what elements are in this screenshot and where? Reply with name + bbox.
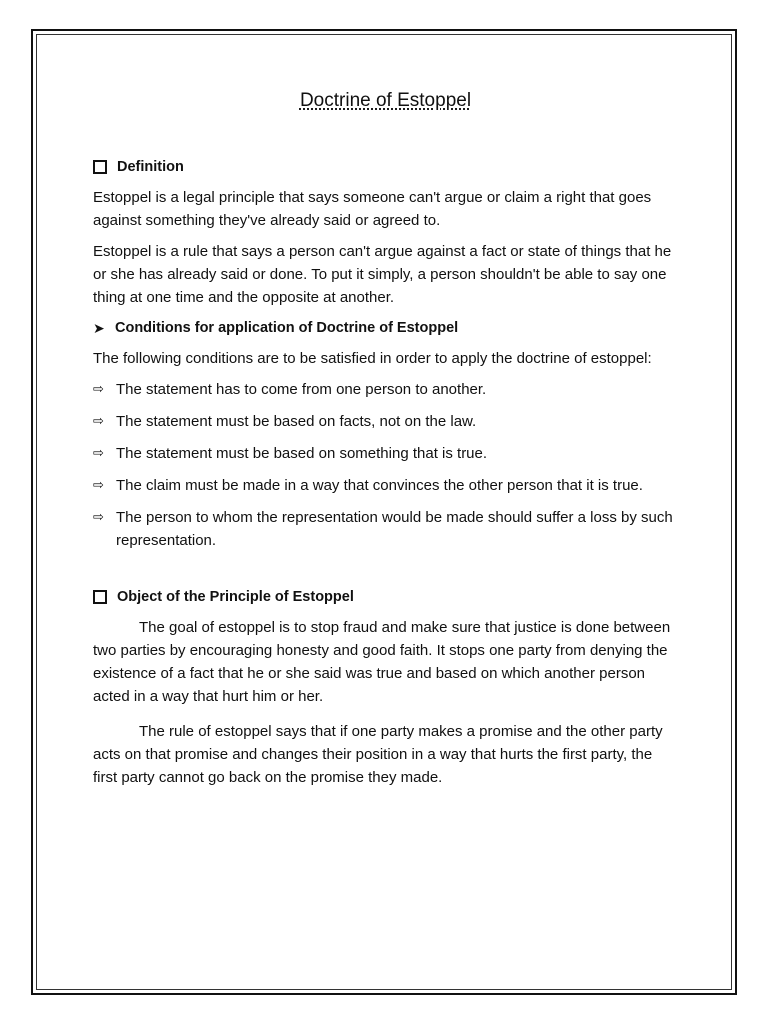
list-item [93, 506, 678, 552]
object-heading-text: Object of the Principle of Estoppel [117, 589, 354, 605]
object-heading [93, 586, 678, 608]
definition-heading [93, 156, 678, 178]
definition-paragraph: Estoppel is a rule that says a person can't argue against a fact or state of things that he or she has already said or done. To put it simply, a person shouldn't be able to say one thing at one time and the opposite at another. [93, 243, 672, 306]
conditions-list [93, 378, 678, 552]
list-item-text: The statement has to come from one person to another. [116, 381, 487, 398]
outline-arrow-icon: ⇨ [93, 445, 104, 460]
list-item-text: The statement must be based on facts, not on the law. [116, 413, 477, 430]
arrowhead-bullet-icon: ➤ [93, 320, 105, 336]
conditions-heading-text: Conditions for application of Doctrine of Estoppel [115, 320, 459, 336]
object-paragraph: The rule of estoppel says that if one party makes a promise and the other party acts on that promise and changes their position in a way that hurts the first party, the first party cannot go back on the promise they made. [93, 723, 663, 786]
list-item [93, 378, 678, 401]
object-paragraph: The goal of estoppel is to stop fraud and make sure that justice is done between two parties by encouraging honesty and good faith. It stops one party from denying the existence of a fact that he or she said was true and based on which another person acted in a way that hurt him or her. [93, 619, 671, 705]
conditions-intro: The following conditions are to be satisfied in order to apply the doctrine of estoppel: [93, 350, 652, 367]
checkbox-bullet-icon [93, 590, 107, 604]
list-item-text: The statement must be based on something that is true. [116, 445, 488, 462]
outline-arrow-icon: ⇨ [93, 477, 104, 492]
conditions-heading [93, 317, 678, 339]
list-item [93, 474, 678, 497]
outline-arrow-icon: ⇨ [93, 509, 104, 524]
definition-paragraph: Estoppel is a legal principle that says someone can't argue or claim a right that goes against something they've already said or agreed to. [93, 189, 652, 229]
list-item-text: The claim must be made in a way that convinces the other person that it is true. [116, 477, 643, 494]
list-item [93, 410, 678, 433]
list-item-text: The person to whom the representation would be made should suffer a loss by such representation. [116, 509, 673, 549]
document-body [93, 88, 678, 801]
section-spacer [93, 561, 678, 586]
definition-heading-text: Definition [117, 159, 184, 175]
list-item [93, 442, 678, 465]
checkbox-bullet-icon [93, 160, 107, 174]
outline-arrow-icon: ⇨ [93, 381, 104, 396]
outline-arrow-icon: ⇨ [93, 413, 104, 428]
page-title: Doctrine of Estoppel [299, 90, 472, 111]
